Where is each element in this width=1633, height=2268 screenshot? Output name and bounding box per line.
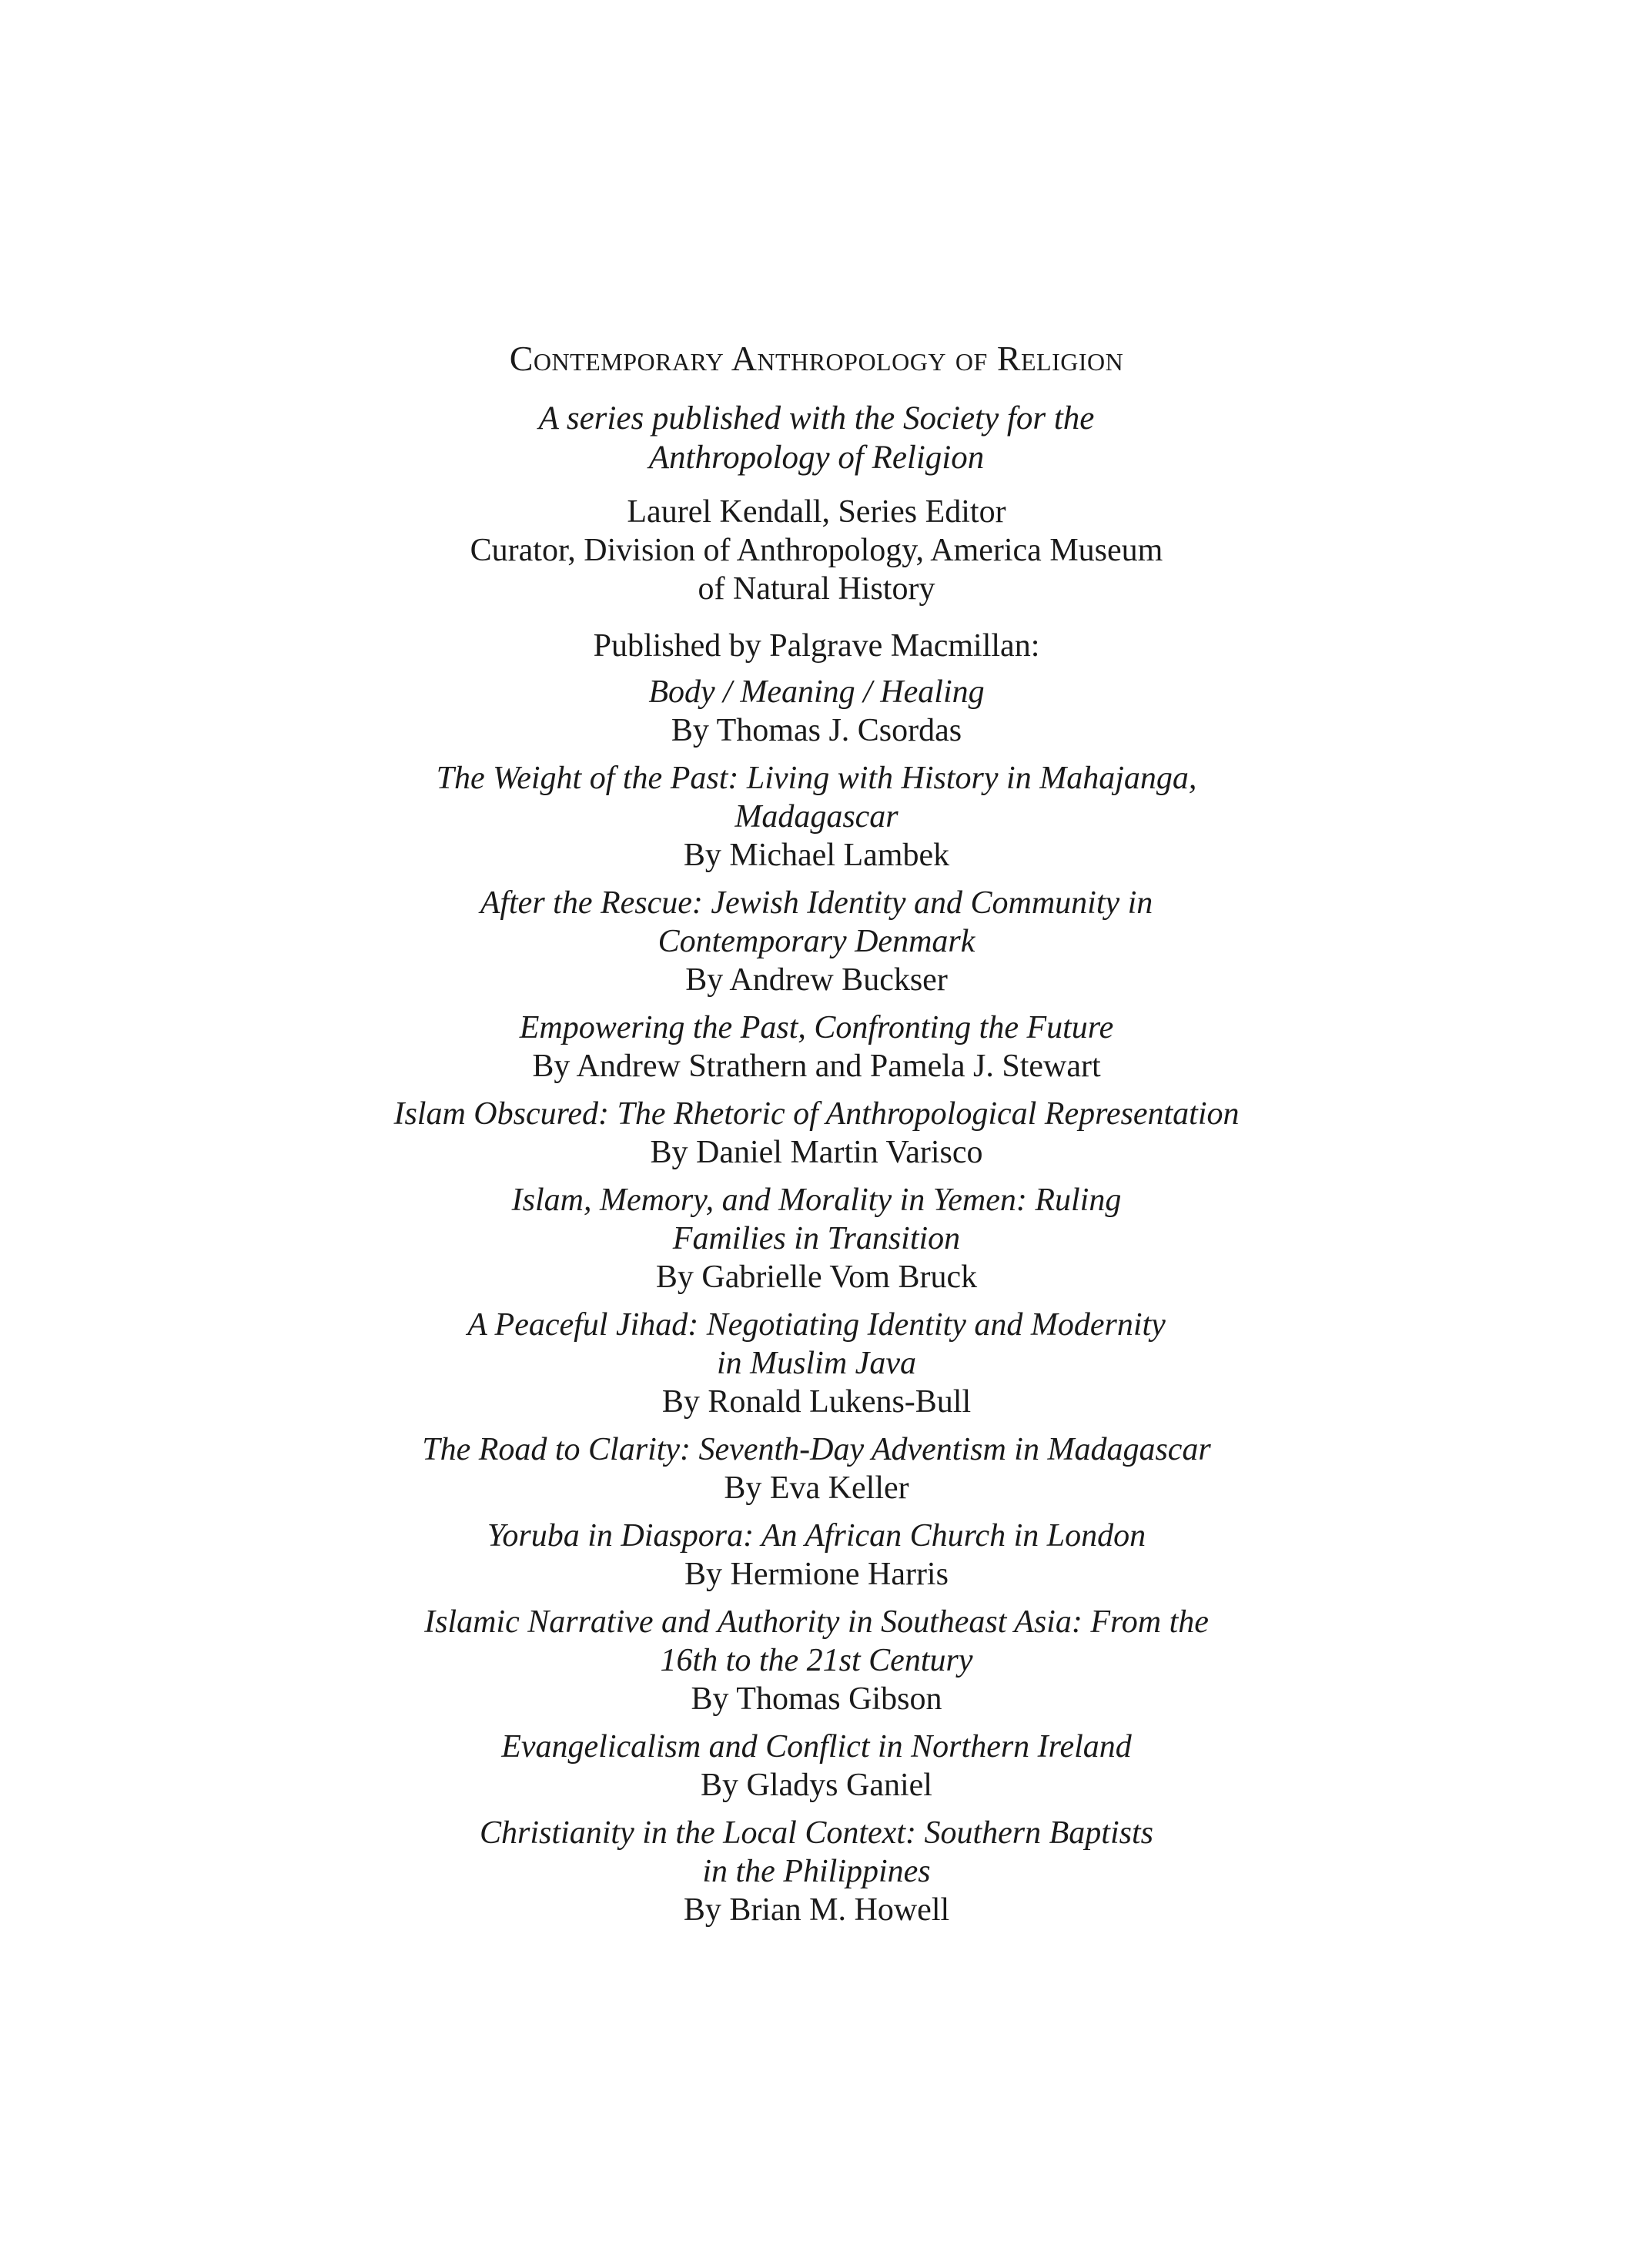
book-author: By Thomas Gibson [691,1681,942,1717]
book-title-line: Empowering the Past, Confronting the Future [519,1010,1114,1045]
book-entry [308,1306,1325,1421]
book-entry [308,884,1325,999]
book-title-line: Madagascar [735,799,898,835]
book-title-line: Body / Meaning / Healing [648,674,985,710]
book-title-line: in the Philippines [702,1854,931,1889]
book-author: By Gladys Ganiel [701,1768,932,1803]
series-title [308,337,1325,380]
book-author: By Hermione Harris [684,1557,949,1592]
book-entry [308,1517,1325,1594]
book-author: By Thomas J. Csordas [671,713,962,748]
book-entry [308,1728,1325,1805]
book-author: By Gabrielle Vom Bruck [655,1259,978,1295]
editor-line: Laurel Kendall, Series Editor [627,494,1006,530]
book-title-line: Christianity in the Local Context: Southern Baptists [480,1815,1153,1851]
book-title-line: Families in Transition [672,1221,961,1256]
book-title-line: The Weight of the Past: Living with History in Mahajanga, [436,761,1197,796]
book-title-line: Contemporary Denmark [658,924,975,959]
book-entry [308,1009,1325,1085]
series-title-text: Contemporary Anthropology of Religion [509,339,1124,378]
editor-line: of Natural History [698,571,935,607]
book-title-line: The Road to Clarity: Seventh-Day Adventism in Madagascar [422,1432,1211,1467]
series-subtitle-line: A series published with the Society for the [538,400,1095,437]
series-editor [308,493,1325,608]
book-entry [308,759,1325,875]
book-title-line: Evangelicalism and Conflict in Northern Ireland [501,1729,1132,1765]
book-entry [308,1603,1325,1718]
book-author: By Michael Lambek [683,838,950,873]
book-title-line: After the Rescue: Jewish Identity and Community in [480,885,1153,921]
book-author: By Ronald Lukens-Bull [661,1384,972,1420]
book-title-line: 16th to the 21st Century [660,1643,973,1678]
publisher-line [308,627,1325,665]
publisher-text: Published by Palgrave Macmillan: [593,628,1040,664]
book-title-line: A Peaceful Jihad: Negotiating Identity and Modernity [467,1307,1166,1343]
book-author: By Eva Keller [724,1470,909,1506]
book-author: By Daniel Martin Varisco [650,1135,983,1170]
series-subtitle-line: Anthropology of Religion [648,440,985,476]
book-title-line: in Muslim Java [717,1346,916,1381]
book-title-line: Islamic Narrative and Authority in Southeast Asia: From the [424,1604,1209,1640]
book-entry [308,1814,1325,1929]
book-entry [308,673,1325,750]
book-entry [308,1430,1325,1507]
series-subtitle [308,399,1325,477]
book-title-line: Islam Obscured: The Rhetoric of Anthropological Representation [393,1096,1240,1132]
book-author: By Andrew Strathern and Pamela J. Stewart [532,1049,1101,1084]
book-title-line: Islam, Memory, and Morality in Yemen: Ruling [511,1183,1122,1218]
book-entry [308,1181,1325,1296]
book-list [308,673,1325,1939]
book-entry [308,1095,1325,1172]
book-title-line: Yoruba in Diaspora: An African Church in London [487,1518,1146,1554]
book-author: By Andrew Buckser [685,962,948,998]
book-author: By Brian M. Howell [683,1892,950,1928]
editor-line: Curator, Division of Anthropology, America Museum [470,533,1163,568]
